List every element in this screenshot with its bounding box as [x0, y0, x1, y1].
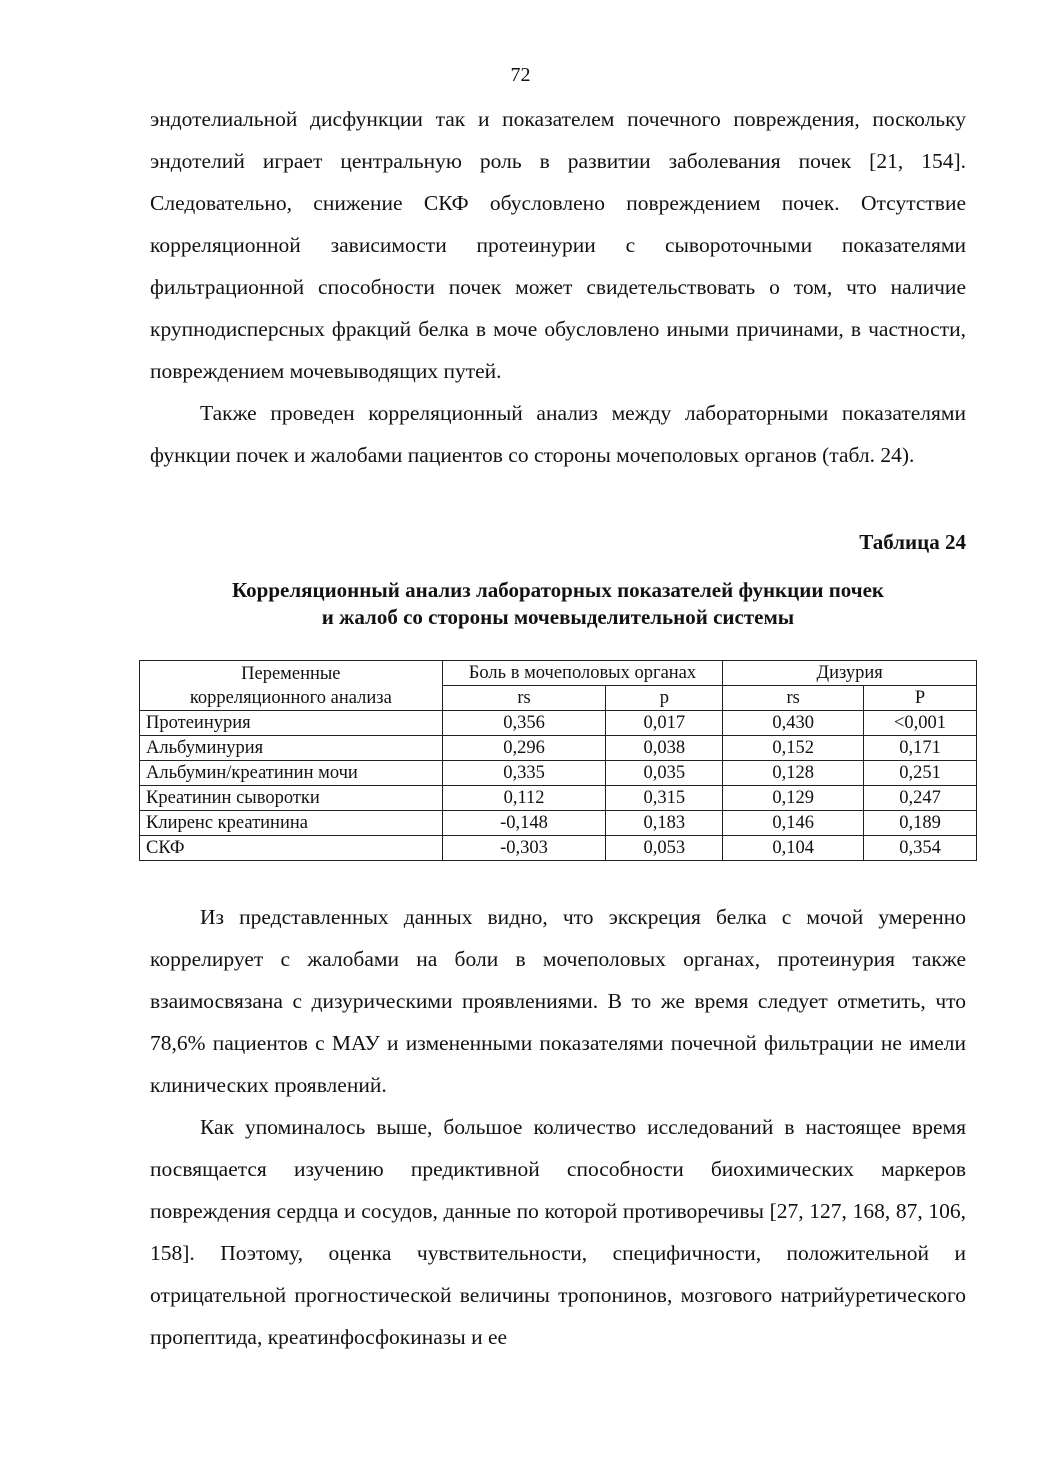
cell-p-pain: 0,035 — [606, 761, 723, 786]
cell-p-pain: 0,038 — [606, 736, 723, 761]
table-caption-line: Корреляционный анализ лабораторных показателей функции почек — [231, 578, 885, 602]
cell-rs-pain: -0,303 — [442, 836, 606, 861]
cell-rs-dysuria: 0,430 — [723, 711, 864, 736]
row-name: Альбуминурия — [140, 736, 443, 761]
header-rs-pain: rs — [442, 686, 606, 711]
row-name: Протеинурия — [140, 711, 443, 736]
cell-p-dysuria: 0,171 — [864, 736, 977, 761]
cell-p-dysuria: 0,189 — [864, 811, 977, 836]
header-pain: Боль в мочеполовых органах — [442, 661, 723, 686]
page-number: 72 — [510, 64, 531, 86]
cell-p-dysuria: <0,001 — [864, 711, 977, 736]
header-p-pain: p — [606, 686, 723, 711]
cell-p-pain: 0,183 — [606, 811, 723, 836]
header-dysuria: Дизурия — [723, 661, 977, 686]
text-block-top — [150, 98, 966, 476]
table-header-row — [140, 661, 977, 686]
cell-p-dysuria: 0,354 — [864, 836, 977, 861]
cell-rs-pain: 0,335 — [442, 761, 606, 786]
table-row — [140, 711, 977, 736]
cell-p-pain: 0,053 — [606, 836, 723, 861]
cell-rs-pain: 0,296 — [442, 736, 606, 761]
cell-p-pain: 0,017 — [606, 711, 723, 736]
row-name: Креатинин сыворотки — [140, 786, 443, 811]
paragraph: эндотелиальной дисфункции так и показателем почечного повреждения, поскольку эндотелий играет центральную роль в развитии заболевания почек [21, 154]. Следовательно, снижение СКФ обусловлено повреждением почек. Отсутствие корреляционной зависимости протеинурии с сывороточными показателями фильтрационной способности почек может свидетельствовать о том, что наличие крупнодисперсных фракций белка в моче обусловлено иными причинами, в частности, повреждением мочевыводящих путей. — [150, 107, 966, 383]
row-name: Клиренс креатинина — [140, 811, 443, 836]
cell-rs-dysuria: 0,104 — [723, 836, 864, 861]
cell-rs-dysuria: 0,128 — [723, 761, 864, 786]
table-row — [140, 786, 977, 811]
table-caption-line: и жалоб со стороны мочевыделительной системы — [321, 605, 795, 629]
table-row — [140, 761, 977, 786]
paragraph: Как упоминалось выше, большое количество исследований в настоящее время посвящается изучению предиктивной способности биохимических маркеров повреждения сердца и сосудов, данные по которой противоречивы [27, 127, 168, 87, 106, 158]. Поэтому, оценка чувствительности, специфичности, положительной и отрицательной прогностической величины тропонинов, мозгового натрийуретического пропептида, креатинфосфокиназы и ее — [150, 1115, 966, 1349]
row-name: Альбумин/креатинин мочи — [140, 761, 443, 786]
cell-p-dysuria: 0,247 — [864, 786, 977, 811]
table-row — [140, 836, 977, 861]
paragraph: Также проведен корреляционный анализ между лабораторными показателями функции почек и жалобами пациентов со стороны мочеполовых органов (табл. 24). — [150, 401, 966, 467]
correlation-table — [139, 660, 977, 861]
paragraph: Из представленных данных видно, что экскреция белка с мочой умеренно коррелирует с жалобами на боли в мочеполовых органах, протеинурия также взаимосвязана с дизурическими проявлениями. В то же время следует отметить, что 78,6% пациентов с МАУ и измененными показателями почечной фильтрации не имели клинических проявлений. — [150, 905, 966, 1097]
text-block-bottom — [150, 896, 966, 1358]
table-caption — [150, 577, 966, 631]
row-name: СКФ — [140, 836, 443, 861]
cell-rs-dysuria: 0,129 — [723, 786, 864, 811]
cell-rs-pain: -0,148 — [442, 811, 606, 836]
cell-p-pain: 0,315 — [606, 786, 723, 811]
header-p-dysuria: P — [864, 686, 977, 711]
cell-rs-pain: 0,356 — [442, 711, 606, 736]
cell-rs-dysuria: 0,146 — [723, 811, 864, 836]
table-row — [140, 736, 977, 761]
table-row — [140, 811, 977, 836]
table-label: Таблица 24 — [859, 530, 966, 554]
cell-rs-dysuria: 0,152 — [723, 736, 864, 761]
header-variables: Переменные корреляционного анализа — [140, 661, 443, 711]
header-rs-dysuria: rs — [723, 686, 864, 711]
cell-p-dysuria: 0,251 — [864, 761, 977, 786]
cell-rs-pain: 0,112 — [442, 786, 606, 811]
